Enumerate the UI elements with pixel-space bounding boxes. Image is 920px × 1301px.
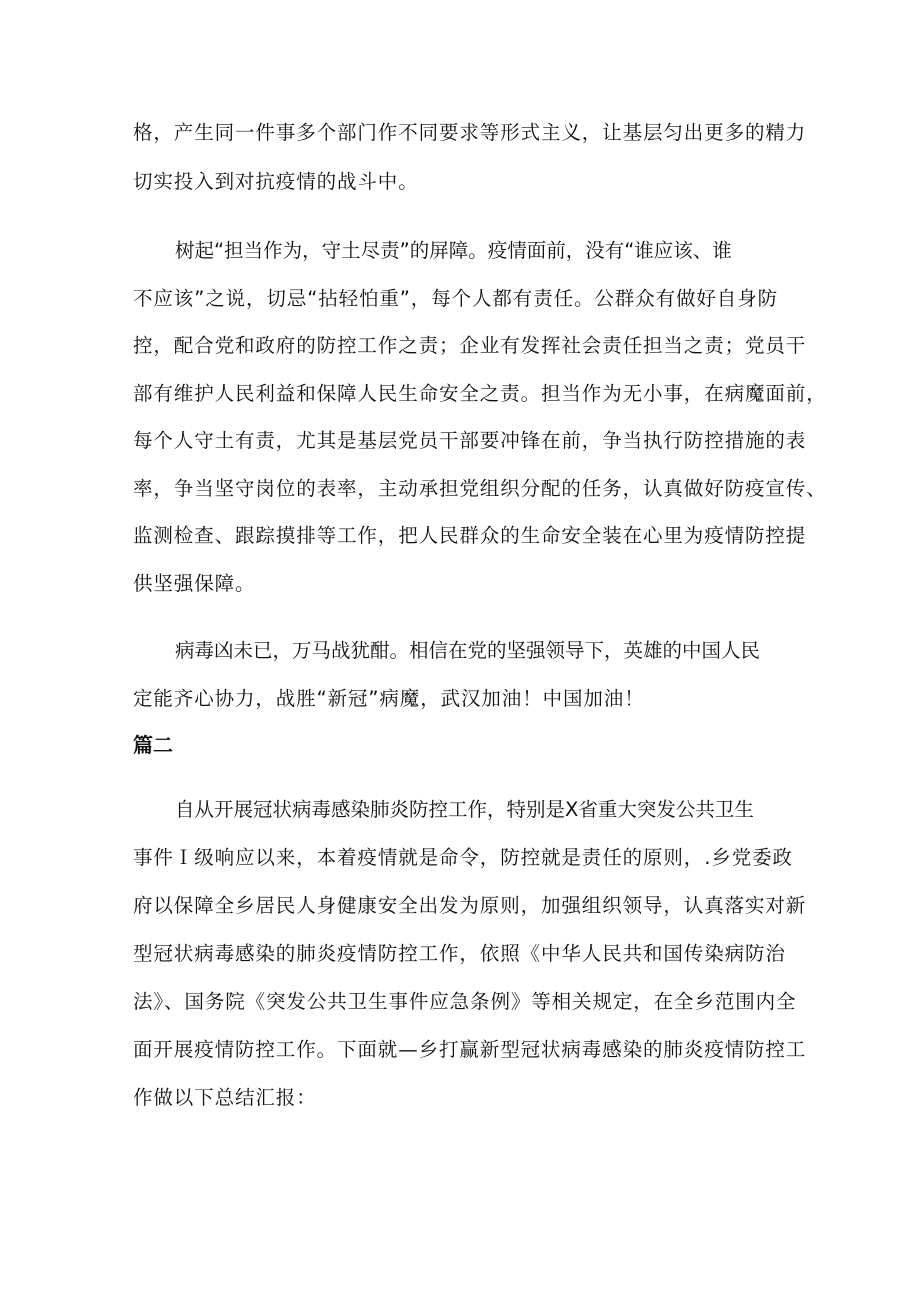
paragraph-line: 格，产生同一件事多个部门作不同要求等形式主义，让基层匀出更多的精力 xyxy=(133,121,807,144)
paragraph-line: 自从开展冠状病毒感染肺炎防控工作，特别是X省重大突发公共卫生 xyxy=(175,798,754,821)
section-heading: 篇二 xyxy=(133,733,173,757)
paragraph-line: 切实投入到对抗疫情的战斗中。 xyxy=(133,170,419,193)
paragraph-line: 监测检查、跟踪摸排等工作，把人民群众的生命安全装在心里为疫情防控提 xyxy=(133,524,807,547)
paragraph-line: 每个人守土有责，尤其是基层党员干部要冲锋在前，争当执行防控措施的表 xyxy=(133,429,807,452)
paragraph-line: 型冠状病毒感染的肺炎疫情防控工作，依照《中华人民共和国传染病防治 xyxy=(133,942,786,965)
paragraph-line: 不应该”之说，切忌“拈轻怕重”，每个人都有责任。公群众有做好自身防 xyxy=(133,287,779,310)
paragraph-line: 部有维护人民利益和保障人民生命安全之责。担当作为无小事，在病魔面前， xyxy=(133,382,827,405)
paragraph-line: 供坚强保障。 xyxy=(133,572,256,595)
paragraph-line: 树起“担当作为，守土尽责”的屏障。疫情面前，没有“谁应该、谁 xyxy=(175,239,732,262)
paragraph-line: 事件Ｉ级响应以来，本着疫情就是命令，防控就是责任的原则，.乡党委政 xyxy=(133,846,793,869)
paragraph-line: 面开展疫情防控工作。下面就—乡打赢新型冠状病毒感染的肺炎疫情防控工 xyxy=(133,1038,807,1061)
paragraph-line: 率，争当坚守岗位的表率，主动承担党组织分配的任务，认真做好防疫宣传、 xyxy=(133,477,827,500)
paragraph-line: 病毒凶未已，万马战犹酣。相信在党的坚强领导下，英雄的中国人民 xyxy=(175,639,761,662)
paragraph-line: 法》、国务院《突发公共卫生事件应急条例》等相关规定，在全乡范围内全 xyxy=(133,990,797,1013)
paragraph-line: 作做以下总结汇报： xyxy=(133,1086,317,1109)
paragraph-line: 控，配合党和政府的防控工作之责；企业有发挥社会责任担当之责；党员干 xyxy=(133,334,807,357)
paragraph-line: 定能齐心协力，战胜“新冠”病魔，武汉加油！中国加油！ xyxy=(133,687,645,710)
paragraph-line: 府以保障全乡居民人身健康安全出发为原则，加强组织领导，认真落实对新 xyxy=(133,894,807,917)
